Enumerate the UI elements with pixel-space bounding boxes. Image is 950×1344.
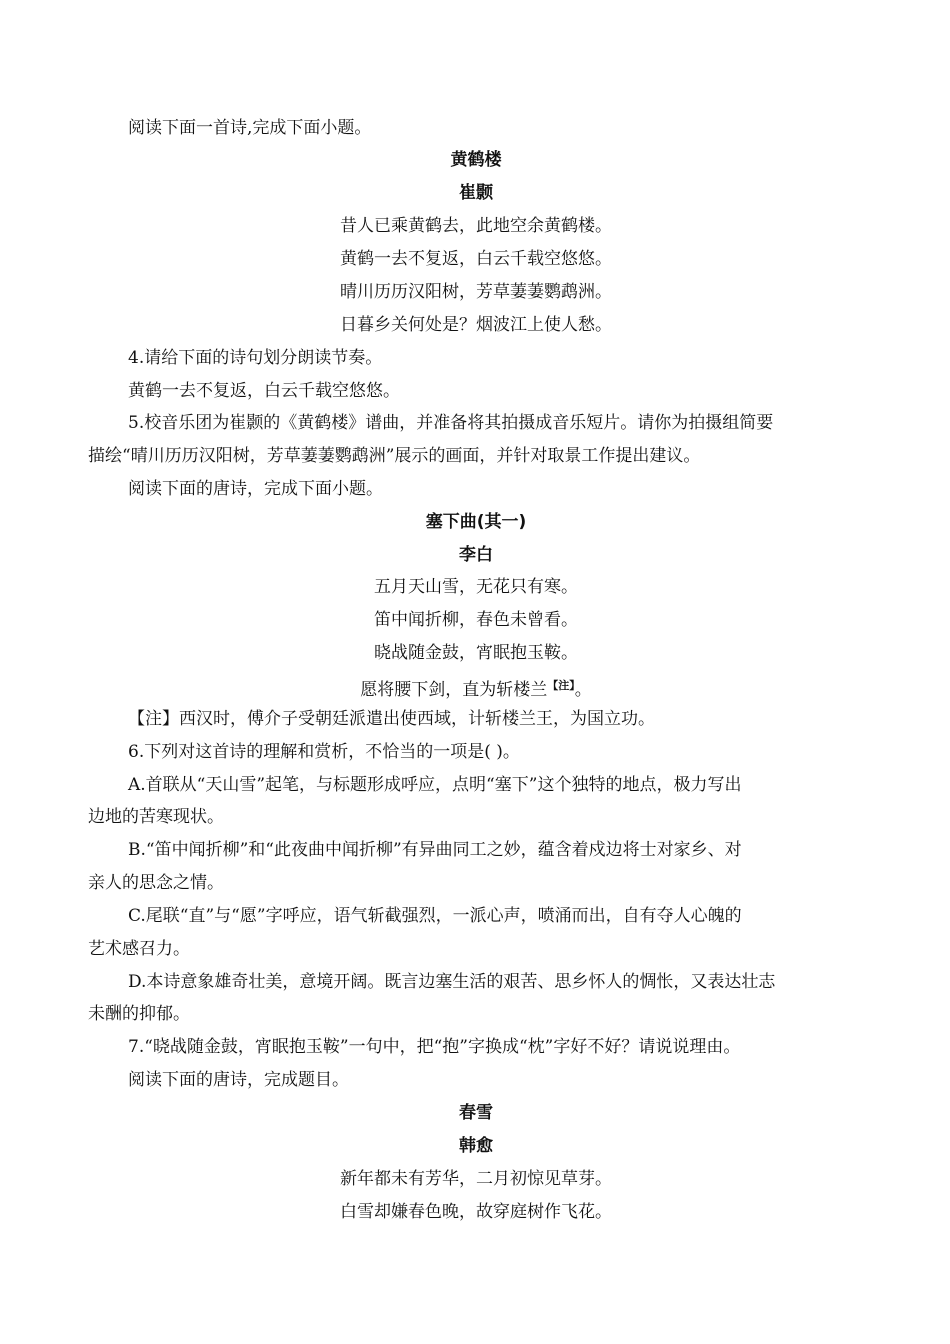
poem1-line-3: 晴川历历汉阳树，芳草萋萋鹦鹉洲。: [340, 282, 612, 302]
poem1-title: 黄鹤楼: [450, 150, 502, 170]
question-5-part2: 描绘“晴川历历汉阳树，芳草萋萋鹦鹉洲”展示的画面，并针对取景工作提出建议。: [88, 446, 701, 466]
poem2-line-4: [88, 670, 864, 706]
poem2-line-4-text: 愿将腰下剑，直为斩楼兰: [360, 680, 548, 700]
poem2-line-2: 笛中闻折柳，春色未曾看。: [374, 610, 578, 630]
question-7: 7.“晓战随金鼓，宵眠抱玉鞍”一句中，把“抱”字换成“枕”字好不好？请说说理由。: [128, 1037, 741, 1057]
question-5-part1: 5.校音乐团为崔颢的《黄鹤楼》谱曲，并准备将其拍摄成音乐短片。请你为拍摄组简要: [128, 413, 774, 433]
poem2-title: 塞下曲(其一): [425, 512, 527, 532]
poem1-line-1: 昔人已乘黄鹤去，此地空余黄鹤楼。: [340, 216, 612, 236]
poem2-author: 李白: [459, 545, 493, 565]
poem2-note: 【注】西汉时，傅介子受朝廷派遣出使西域，计斩楼兰王，为国立功。: [128, 709, 655, 729]
poem1-line-2: 黄鹤一去不复返，白云千载空悠悠。: [340, 249, 612, 269]
poem2-line-4-end: 。: [574, 680, 592, 700]
option-a-line2: 边地的苦寒现状。: [88, 807, 224, 827]
section1-intro: 阅读下面一首诗,完成下面小题。: [128, 118, 372, 138]
poem3-line-2: 白雪却嫌春色晚，故穿庭树作飞花。: [340, 1202, 612, 1222]
poem2-line-1: 五月天山雪，无花只有寒。: [374, 577, 578, 597]
option-d-line1: D.本诗意象雄奇壮美，意境开阔。既言边塞生活的艰苦、思乡怀人的惆怅，又表达壮志: [128, 972, 776, 992]
section2-intro: 阅读下面的唐诗，完成下面小题。: [128, 479, 383, 499]
option-a-line1: A.首联从“天山雪”起笔，与标题形成呼应，点明“塞下”这个独特的地点，极力写出: [128, 775, 742, 795]
poem3-title: 春雪: [459, 1103, 493, 1123]
question-6: 6.下列对这首诗的理解和赏析，不恰当的一项是( )。: [128, 742, 520, 762]
poem3-author: 韩愈: [459, 1136, 493, 1156]
poem2-line-3: 晓战随金鼓，宵眠抱玉鞍。: [374, 643, 578, 663]
question-4: 4.请给下面的诗句划分朗读节奏。: [128, 348, 383, 368]
poem3-line-1: 新年都未有芳华，二月初惊见草芽。: [340, 1169, 612, 1189]
option-b-line1: B.“笛中闻折柳”和“此夜曲中闻折柳”有异曲同工之妙，蕴含着戍边将士对家乡、对: [128, 840, 742, 860]
option-c-line2: 艺术感召力。: [88, 939, 190, 959]
option-c-line1: C.尾联“直”与“愿”字呼应，语气斩截强烈，一派心声，喷涌而出，自有夺人心魄的: [128, 906, 742, 926]
question-4-line: 黄鹤一去不复返，白云千载空悠悠。: [128, 381, 400, 401]
note-marker: 【注】: [547, 679, 575, 692]
option-d-line2: 未酬的抑郁。: [88, 1004, 190, 1024]
section3-intro: 阅读下面的唐诗，完成题目。: [128, 1070, 349, 1090]
poem1-author: 崔颢: [459, 183, 493, 203]
poem1-line-4: 日暮乡关何处是？烟波江上使人愁。: [340, 315, 612, 335]
option-b-line2: 亲人的思念之情。: [88, 873, 224, 893]
